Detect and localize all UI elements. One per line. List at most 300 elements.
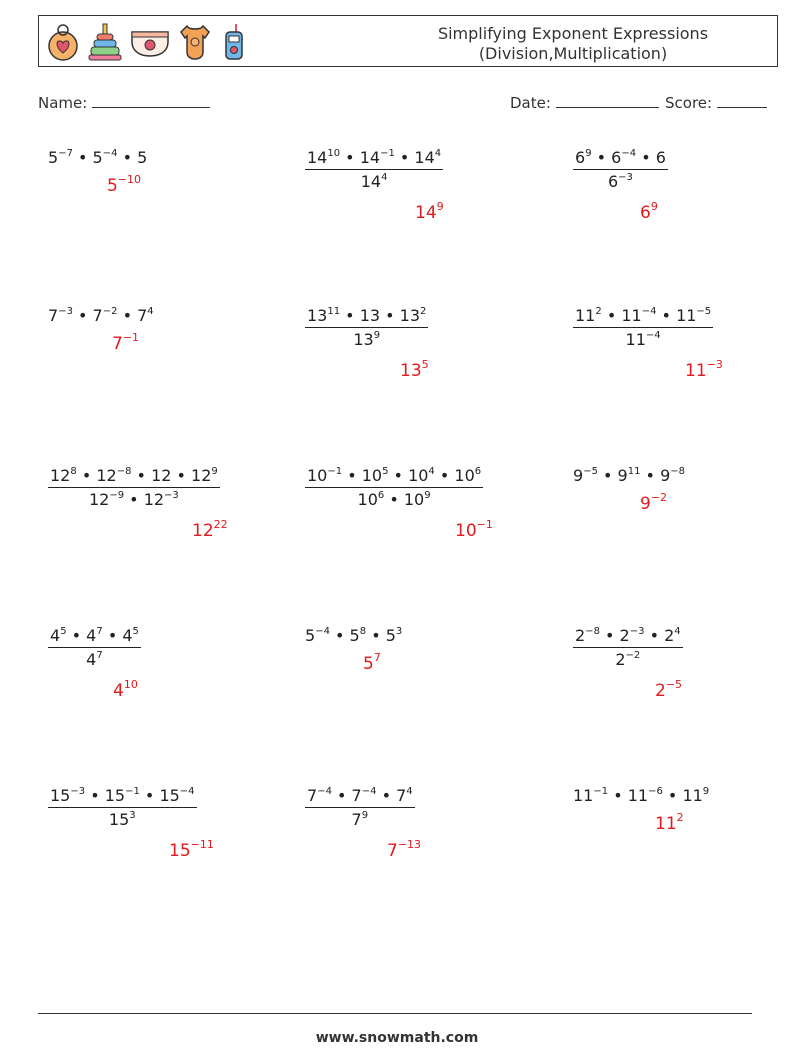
term [86, 626, 103, 645]
multiply-dot: • [131, 466, 152, 485]
numerator [573, 148, 668, 169]
term-base: 2 [575, 626, 586, 645]
fraction [48, 466, 220, 509]
term-base: 6 [655, 148, 666, 167]
term-base: 7 [351, 786, 362, 805]
term [307, 148, 340, 167]
term [50, 626, 67, 645]
term [105, 786, 140, 805]
multiply-dot: • [331, 786, 352, 805]
term-base: 7 [351, 810, 362, 829]
term-base: 4 [86, 650, 97, 669]
term [656, 148, 666, 167]
term [618, 466, 641, 485]
term-base: 2 [664, 626, 675, 645]
term-base: 12 [96, 466, 117, 485]
term [360, 306, 380, 325]
problem-7 [48, 466, 220, 509]
numerator [305, 148, 443, 169]
term-base: 2 [615, 650, 626, 669]
term-exponent: −3 [706, 358, 723, 371]
term-exponent: 22 [213, 518, 228, 531]
numerator [48, 466, 220, 487]
term-exponent: 2 [420, 306, 427, 317]
term-exponent: 5 [60, 626, 67, 637]
term-base: 13 [353, 330, 374, 349]
term [573, 786, 608, 805]
answer-12 [655, 678, 683, 701]
problem-5 [305, 306, 428, 349]
term-base: 6 [611, 148, 622, 167]
term-exponent: 4 [381, 172, 388, 183]
term-exponent: −4 [179, 786, 195, 797]
term-exponent: 8 [70, 466, 77, 477]
term-base: 9 [617, 466, 628, 485]
multiply-dot: • [640, 466, 661, 485]
expression [48, 148, 147, 167]
multiply-dot: • [329, 626, 350, 645]
term-exponent: −6 [648, 786, 663, 797]
multiply-dot: • [124, 490, 144, 509]
term-base: 15 [159, 786, 180, 805]
term [350, 626, 367, 645]
term-base: 6 [575, 148, 586, 167]
answer-term [655, 678, 683, 701]
term-base: 7 [92, 306, 103, 325]
multiply-dot: • [85, 786, 105, 805]
problem-12 [573, 626, 683, 669]
term [360, 148, 395, 167]
denominator [361, 170, 388, 191]
term-exponent: −8 [670, 466, 686, 477]
term-base: 12 [191, 466, 212, 485]
date-blank[interactable] [556, 93, 659, 108]
term [361, 172, 388, 191]
term-exponent: −2 [102, 306, 118, 317]
problem-4 [48, 306, 154, 325]
multiply-dot: • [597, 466, 618, 485]
fraction [573, 148, 668, 191]
term-base: 9 [640, 494, 651, 514]
term-base: 5 [48, 148, 59, 167]
term [414, 148, 441, 167]
problem-15 [573, 786, 709, 805]
term-base: 6 [640, 203, 651, 223]
answer-term [640, 200, 658, 223]
numerator-product [575, 148, 666, 167]
name-label: Name: [38, 94, 88, 112]
title-line-1: Simplifying Exponent Expressions [437, 24, 709, 43]
answer-term [415, 200, 444, 223]
score-blank[interactable] [717, 93, 767, 108]
term [575, 626, 600, 645]
term [137, 148, 147, 167]
problem-8 [305, 466, 483, 509]
problem-13 [48, 786, 197, 829]
term-exponent: −3 [70, 786, 86, 797]
score-field[interactable] [665, 93, 767, 112]
numerator-product [307, 786, 413, 805]
worksheet-title [369, 24, 777, 64]
answer-term [455, 518, 493, 541]
term-exponent: 9 [436, 200, 444, 213]
answer-2 [415, 200, 444, 223]
term-base: 9 [573, 466, 584, 485]
expression [305, 626, 402, 645]
term [191, 466, 218, 485]
term-base: 5 [305, 626, 316, 645]
term-base: 11 [627, 786, 649, 805]
answer-term [387, 838, 422, 861]
term-base: 5 [137, 148, 148, 167]
numerator-product [575, 306, 711, 325]
answer-term [107, 173, 142, 196]
term-base: 10 [357, 490, 378, 509]
term-exponent: 8 [359, 626, 367, 637]
term-base: 14 [359, 148, 381, 167]
term-base: 7 [48, 306, 59, 325]
footer-divider [38, 1013, 752, 1014]
expression [48, 306, 154, 325]
term [48, 148, 73, 167]
denominator-product [361, 172, 388, 191]
term-base: 10 [403, 490, 425, 509]
term-exponent: 4 [674, 626, 681, 637]
term [620, 626, 645, 645]
term-base: 4 [113, 681, 124, 701]
fraction [48, 626, 141, 669]
answer-term [655, 811, 684, 834]
term [48, 306, 73, 325]
term [454, 466, 481, 485]
title-line-2: (Division,Multiplication) [478, 44, 668, 63]
problem-9 [573, 466, 685, 485]
problem-10 [48, 626, 141, 669]
fraction [305, 786, 415, 829]
term [96, 466, 131, 485]
answer-11 [363, 651, 381, 674]
multiply-dot: • [102, 626, 123, 645]
term-exponent: 11 [327, 306, 341, 317]
answer-10 [113, 678, 138, 701]
multiply-dot: • [66, 626, 87, 645]
term-base: 7 [396, 786, 407, 805]
denominator [615, 648, 640, 669]
problem-2 [305, 148, 443, 191]
fraction [305, 148, 443, 191]
term-exponent: −5 [696, 306, 712, 317]
term-exponent: 9 [702, 786, 710, 797]
term-base: 10 [455, 521, 477, 541]
numerator [573, 306, 713, 327]
problem-6 [573, 306, 713, 349]
numerator [305, 786, 415, 807]
denominator [608, 170, 633, 191]
term-base: 15 [104, 786, 126, 805]
term-base: 5 [92, 148, 103, 167]
term-base: 4 [86, 626, 97, 645]
expression [573, 786, 709, 805]
term [305, 626, 330, 645]
numerator [305, 466, 483, 487]
fraction [48, 786, 197, 829]
answer-14 [387, 838, 422, 861]
term [151, 466, 171, 485]
denominator [626, 328, 661, 349]
term-base: 11 [573, 786, 594, 805]
term-exponent: 9 [650, 200, 658, 213]
term-exponent: −2 [625, 650, 641, 661]
term-exponent: −10 [117, 173, 142, 186]
answer-8 [455, 518, 493, 541]
term-base: 13 [359, 306, 381, 325]
term [628, 786, 663, 805]
multiply-dot: • [384, 490, 404, 509]
term-exponent: 9 [361, 810, 369, 821]
term-exponent: 10 [123, 678, 138, 691]
term-exponent: −4 [645, 330, 661, 341]
term-base: 2 [655, 681, 666, 701]
multiply-dot: • [636, 148, 656, 167]
term-exponent: −3 [618, 172, 633, 183]
term-exponent: −11 [190, 838, 214, 851]
term-exponent: 4 [428, 466, 435, 477]
fraction [305, 306, 428, 349]
fraction [573, 306, 713, 349]
multiply-dot: • [139, 786, 160, 805]
name-field[interactable] [38, 93, 210, 112]
multiply-dot: • [644, 626, 665, 645]
numerator-product [575, 626, 681, 645]
numerator-product [307, 306, 426, 325]
stacking-rings-icon [87, 22, 123, 62]
term-base: 9 [660, 466, 671, 485]
term-base: 12 [151, 466, 172, 485]
numerator [48, 626, 141, 647]
denominator [86, 648, 103, 669]
term [352, 786, 377, 805]
term-exponent: 7 [373, 651, 381, 664]
term [611, 148, 636, 167]
term-exponent: −1 [476, 518, 493, 531]
multiply-dot: • [72, 148, 93, 167]
multiply-dot: • [591, 148, 612, 167]
term-base: 14 [360, 172, 382, 191]
problem-3 [573, 148, 668, 191]
term-exponent: −4 [621, 148, 637, 159]
term-base: 14 [414, 148, 435, 167]
term-exponent: −1 [380, 148, 395, 159]
baby-monitor-icon [219, 22, 249, 62]
date-label: Date: [510, 94, 551, 112]
multiply-dot: • [366, 626, 386, 645]
numerator-product [307, 466, 481, 485]
answer-9 [640, 491, 668, 514]
name-blank[interactable] [92, 93, 210, 108]
term-base: 11 [676, 306, 697, 325]
term-base: 13 [399, 306, 421, 325]
numerator-product [50, 466, 218, 485]
term [400, 306, 427, 325]
answer-13 [169, 838, 214, 861]
term-exponent: 5 [132, 626, 139, 637]
multiply-dot: • [662, 786, 683, 805]
term [396, 786, 413, 805]
numerator-product [50, 786, 195, 805]
term [682, 786, 709, 805]
term-exponent: 9 [211, 466, 218, 477]
bib-icon [45, 22, 81, 62]
term-base: 10 [408, 466, 429, 485]
multiply-dot: • [342, 466, 362, 485]
fraction [305, 466, 483, 509]
term [307, 306, 340, 325]
term-base: 11 [682, 786, 703, 805]
multiply-dot: • [394, 148, 415, 167]
term-base: 4 [122, 626, 133, 645]
numerator-product [50, 626, 139, 645]
term-base: 15 [50, 786, 71, 805]
term-base: 5 [363, 654, 374, 674]
term-exponent: −1 [122, 331, 140, 344]
answer-4 [112, 331, 140, 354]
term-exponent: 3 [129, 810, 136, 821]
term-exponent: 7 [96, 650, 103, 661]
term [358, 490, 385, 509]
problem-14 [305, 786, 415, 829]
multiply-dot: • [380, 306, 400, 325]
term-exponent: −8 [585, 626, 600, 637]
denominator-product [89, 490, 179, 509]
term [408, 466, 435, 485]
term-base: 14 [415, 203, 437, 223]
term-exponent: −2 [650, 491, 668, 504]
diaper-icon [129, 22, 171, 62]
term-base: 13 [307, 306, 328, 325]
problem-11 [305, 626, 402, 645]
term-base: 14 [307, 148, 328, 167]
multiply-dot: • [434, 466, 455, 485]
term-exponent: 4 [406, 786, 413, 797]
term [573, 466, 598, 485]
term-exponent: 5 [421, 358, 429, 371]
denominator-product [353, 330, 380, 349]
answer-term [192, 518, 228, 541]
term [608, 172, 633, 191]
answer-7 [192, 518, 228, 541]
term-exponent: 2 [595, 306, 602, 317]
term-base: 10 [361, 466, 383, 485]
multiply-dot: • [608, 786, 628, 805]
header-icons [45, 22, 249, 62]
term-base: 7 [387, 841, 398, 861]
term-exponent: −5 [665, 678, 683, 691]
term-base: 12 [88, 490, 110, 509]
term-base: 10 [454, 466, 475, 485]
term-base: 11 [655, 814, 677, 834]
term-exponent: 5 [382, 466, 389, 477]
term [575, 306, 602, 325]
term [626, 330, 661, 349]
term-exponent: −8 [116, 466, 132, 477]
denominator [358, 488, 431, 509]
multiply-dot: • [340, 148, 360, 167]
term-exponent: 6 [377, 490, 385, 501]
term-exponent: 9 [585, 148, 592, 159]
score-label: Score: [665, 94, 713, 112]
answer-term [113, 678, 138, 701]
date-field[interactable] [510, 93, 659, 112]
term-base: 5 [349, 626, 360, 645]
term-exponent: 7 [96, 626, 103, 637]
term [307, 786, 332, 805]
term-exponent: −13 [397, 838, 422, 851]
term-exponent: 4 [434, 148, 442, 159]
answer-term [640, 491, 668, 514]
term-base: 15 [169, 841, 191, 861]
fraction [573, 626, 683, 669]
term-base: 7 [137, 306, 148, 325]
multiply-dot: • [599, 626, 620, 645]
term-base: 7 [112, 334, 123, 354]
term-exponent: 9 [373, 330, 381, 341]
term-base: 4 [50, 626, 61, 645]
term [93, 148, 118, 167]
term [89, 490, 124, 509]
answer-3 [640, 200, 658, 223]
term-exponent: 9 [424, 490, 431, 501]
term [352, 810, 369, 829]
problem-1 [48, 148, 147, 167]
term-exponent: −4 [317, 786, 332, 797]
term-exponent: −4 [102, 148, 118, 159]
term-base: 11 [621, 306, 642, 325]
numerator [48, 786, 197, 807]
footer-website: www.snowmath.com [315, 1030, 479, 1046]
term-exponent: −9 [109, 490, 125, 501]
term-exponent: −1 [125, 786, 140, 797]
term-base: 12 [50, 466, 71, 485]
multiply-dot: • [376, 786, 397, 805]
denominator-product [626, 330, 661, 349]
denominator [89, 488, 179, 509]
term [676, 306, 711, 325]
numerator-product [307, 148, 441, 167]
numerator [573, 626, 683, 647]
denominator-product [109, 810, 136, 829]
term [362, 466, 389, 485]
term-exponent: −1 [327, 466, 343, 477]
onesie-icon [177, 22, 213, 62]
term-exponent: 6 [474, 466, 482, 477]
term-base: 11 [625, 330, 646, 349]
term-exponent: 3 [395, 626, 403, 637]
term-base: 15 [108, 810, 130, 829]
term [50, 466, 77, 485]
multiply-dot: • [76, 466, 97, 485]
term-base: 2 [619, 626, 630, 645]
multiply-dot: • [340, 306, 360, 325]
term-base: 7 [307, 786, 318, 805]
term [386, 626, 403, 645]
term-exponent: −3 [58, 306, 73, 317]
answer-term [400, 358, 429, 381]
multiply-dot: • [117, 148, 138, 167]
term-exponent: −4 [641, 306, 657, 317]
answer-1 [107, 173, 142, 196]
term-base: 12 [143, 490, 165, 509]
answer-6 [685, 358, 723, 381]
